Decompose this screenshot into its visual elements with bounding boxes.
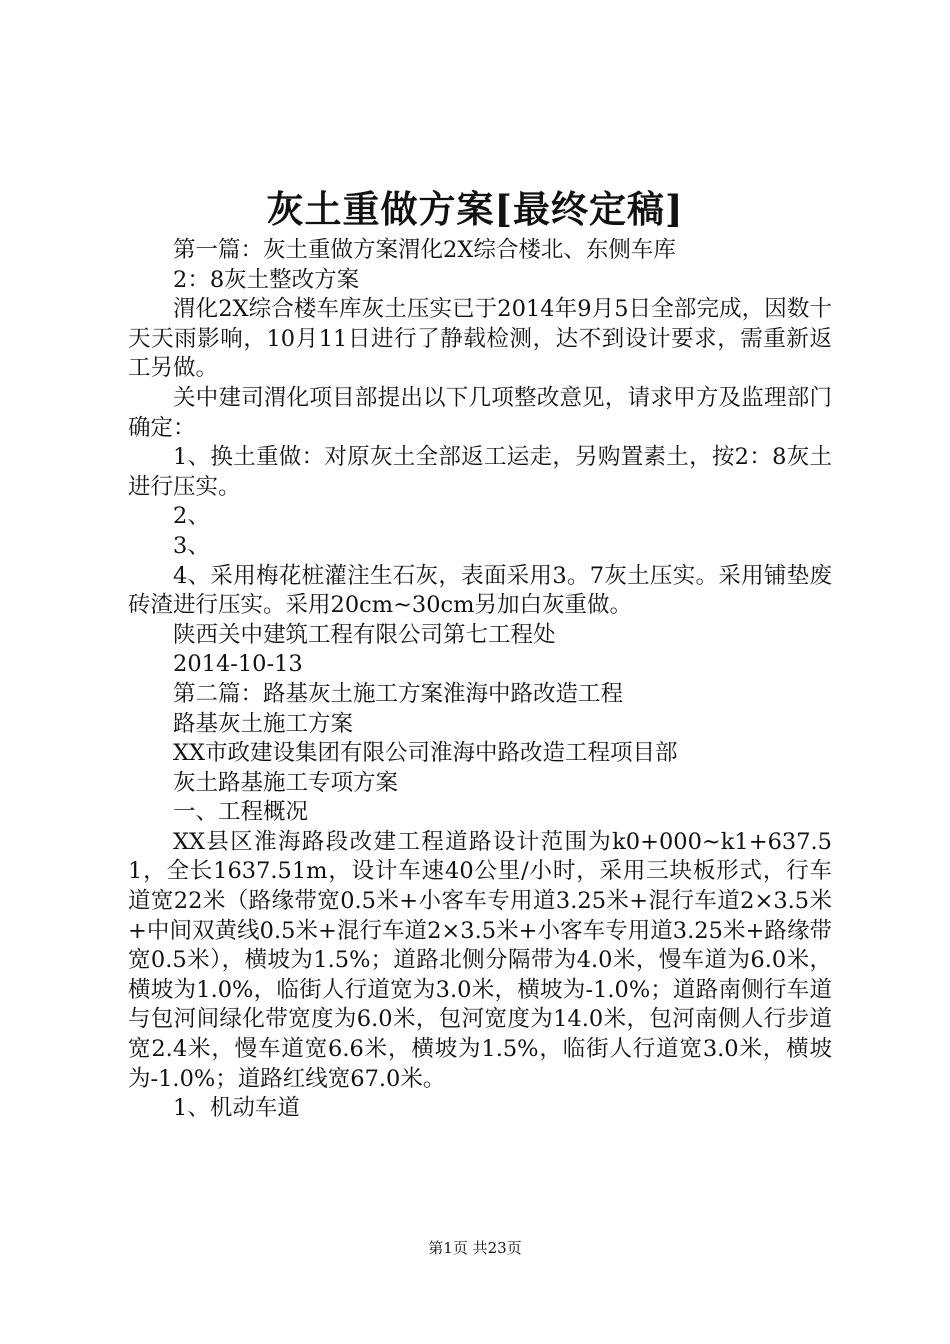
section-heading-overview: 一、工程概况 <box>173 799 309 826</box>
paragraph-option-1: 1、换土重做：对原灰土全部返工运走，另购置素土，按2：8灰土进行压实。 <box>128 444 832 500</box>
paragraph-background: 渭化2X综合楼车库灰土压实已于2014年9月5日全部完成，因数十天天雨影响，10月11日进行了静载检测，达不到设计要求，需重新返工另做。 <box>128 296 832 382</box>
page-footer: 第1页 共23页 <box>428 1239 522 1257</box>
paragraph-part2-subtitle: 路基灰土施工方案 <box>173 710 354 737</box>
paragraph-part2-heading: 第二篇：路基灰土施工方案淮海中路改造工程 <box>173 680 624 707</box>
paragraph-proposal-intro: 关中建司渭化项目部提出以下几项整改意见，请求甲方及监理部门确定： <box>128 384 832 441</box>
paragraph-special-plan: 灰土路基施工专项方案 <box>173 769 399 796</box>
document-body <box>128 236 832 1124</box>
paragraph-company: 陕西关中建筑工程有限公司第七工程处 <box>173 621 556 648</box>
paragraph-overview: XX县区淮海路段改建工程道路设计范围为k0+000~k1+637.51，全长1637.51m，设计车速40公里/小时，采用三块板形式，行车道宽22米（路缘带宽0.5米+小客车专用道3.25米+混行车道2×3.5米+中间双黄线0.5米+混行车道2×3.5米+小客车专用道3.25米+路缘带宽0.5米），横坡为1.5%；道路北侧分隔带为4.0米，慢车道为6.0米，横坡为1.0%，临街人行道宽为3.0米，横坡为-1.0%；道路南侧行车道与包河间绿化带宽度为6.0米，包河宽度为14.0米，包河南侧人行步道宽2.4米，慢车道宽6.6米，横坡为1.5%，临街人行道宽3.0米，横坡为-1.0%；道路红线宽67.0米。 <box>128 828 832 1092</box>
paragraph-part1-heading: 第一篇：灰土重做方案渭化2X综合楼北、东侧车库 <box>173 237 676 263</box>
paragraph-option-4: 4、采用梅花桩灌注生石灰，表面采用3。7灰土压实。采用铺垫废砖渣进行压实。采用20cm~30cm另加白灰重做。 <box>128 562 832 619</box>
paragraph-option-2: 2、 <box>173 503 210 530</box>
section-heading-motor-lane: 1、机动车道 <box>173 1095 300 1122</box>
paragraph-project-dept: XX市政建设集团有限公司淮海中路改造工程项目部 <box>173 740 678 767</box>
paragraph-option-3: 3、 <box>173 532 210 559</box>
paragraph-subtitle: 2：8灰土整改方案 <box>173 266 360 293</box>
document-title: 灰土重做方案[最终定稿] <box>266 187 684 231</box>
paragraph-date: 2014-10-13 <box>173 651 303 678</box>
